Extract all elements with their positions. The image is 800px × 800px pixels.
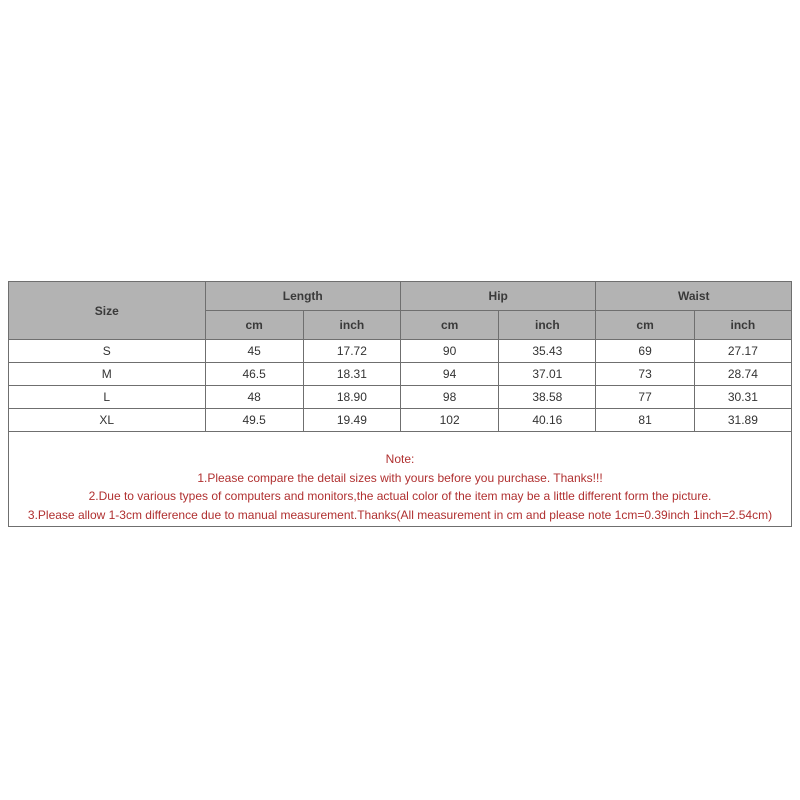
table-cell: 40.16 [499, 409, 596, 432]
notes-box [8, 432, 792, 527]
unit-header: inch [303, 311, 400, 340]
table-cell: 35.43 [499, 340, 596, 363]
table-cell: 102 [400, 409, 498, 432]
table-cell: 48 [205, 386, 303, 409]
table-cell: 27.17 [694, 340, 791, 363]
waist-header: Waist [596, 282, 792, 311]
size-cell: M [9, 363, 206, 386]
unit-header: inch [499, 311, 596, 340]
table-row [9, 409, 792, 432]
note-line: 3.Please allow 1-3cm difference due to manual measurement.Thanks(All measurement in cm and please note 1cm=0.39inch 1inch=2.54cm) [27, 507, 773, 522]
note-line: 1.Please compare the detail sizes with yours before you purchase. Thanks!!! [197, 470, 603, 485]
table-row [9, 363, 792, 386]
unit-header: cm [596, 311, 694, 340]
table-cell: 31.89 [694, 409, 791, 432]
table-cell: 90 [400, 340, 498, 363]
size-cell: XL [9, 409, 206, 432]
note-line: 2.Due to various types of computers and monitors,the actual color of the item may be a little different form the picture. [88, 489, 712, 503]
size-cell: S [9, 340, 206, 363]
table-cell: 28.74 [694, 363, 791, 386]
size-table [8, 281, 792, 432]
table-cell: 30.31 [694, 386, 791, 409]
table-cell: 73 [596, 363, 694, 386]
table-cell: 38.58 [499, 386, 596, 409]
hip-header: Hip [400, 282, 595, 311]
size-cell: L [9, 386, 206, 409]
table-cell: 98 [400, 386, 498, 409]
table-cell: 45 [205, 340, 303, 363]
unit-header: cm [400, 311, 498, 340]
table-row [9, 340, 792, 363]
table-cell: 19.49 [303, 409, 400, 432]
table-row [9, 386, 792, 409]
table-cell: 46.5 [205, 363, 303, 386]
table-cell: 69 [596, 340, 694, 363]
unit-header: cm [205, 311, 303, 340]
table-cell: 37.01 [499, 363, 596, 386]
table-cell: 77 [596, 386, 694, 409]
table-header-row [9, 282, 792, 311]
table-cell: 18.90 [303, 386, 400, 409]
table-cell: 94 [400, 363, 498, 386]
notes-title: Note: [385, 452, 415, 466]
table-cell: 18.31 [303, 363, 400, 386]
table-cell: 17.72 [303, 340, 400, 363]
size-chart [8, 281, 792, 527]
size-header: Size [9, 282, 206, 340]
length-header: Length [205, 282, 400, 311]
table-cell: 81 [596, 409, 694, 432]
unit-header: inch [694, 311, 791, 340]
table-cell: 49.5 [205, 409, 303, 432]
